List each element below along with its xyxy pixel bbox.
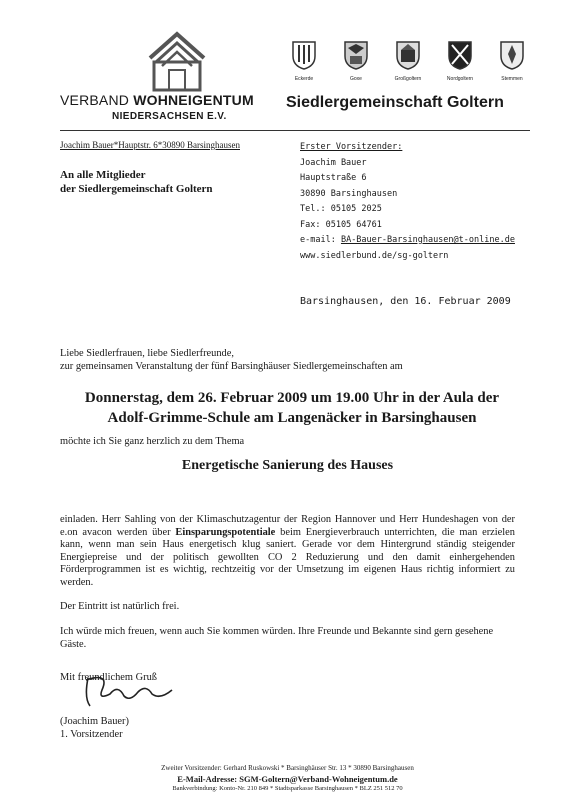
- contact-city: 30890 Barsinghausen: [300, 188, 398, 199]
- crest-label: Großgoltern: [394, 76, 422, 82]
- crest-label: Goxe: [350, 76, 362, 82]
- footer-line: Zweiter Vorsitzender: Gerhard Ruskowski * Barsinghäuser Str. 13 * 30890 Barsinghausen: [161, 764, 414, 772]
- contact-email-row: [300, 233, 515, 249]
- village-crests: [287, 40, 527, 90]
- recipient-line: der Siedlergemeinschaft Goltern: [60, 183, 213, 195]
- contact-block: [300, 140, 515, 264]
- org-name: VERBAND WOHNEIGENTUM: [60, 92, 254, 108]
- closing-paragraph: Ich würde mich freuen, wenn auch Sie kommen würden. Ihre Freunde und Bekannte sind gern gesehene Gäste.: [60, 626, 494, 650]
- invite-line: möchte ich Sie ganz herzlich zu dem Thema: [60, 436, 245, 447]
- contact-web[interactable]: www.siedlerbund.de/sg-goltern: [300, 250, 449, 261]
- crest-eckerde-icon: [291, 40, 317, 70]
- contact-name: Joachim Bauer: [300, 157, 367, 168]
- event-line: Adolf-Grimme-Schule am Langenäcker in Barsinghausen: [107, 410, 477, 426]
- footer-bank: Bankverbindung: Konto-Nr. 210 849 * Stadtsparkasse Barsinghausen * BLZ 251 512 70: [172, 785, 403, 792]
- crest-grossgoltern-icon: [395, 40, 421, 70]
- email-link[interactable]: BA-Bauer-Barsinghausen@t-online.de: [340, 235, 515, 245]
- signature-icon: [80, 670, 180, 710]
- emphasis: Einsparungspotentiale: [175, 526, 276, 538]
- regards: Mit freundlichem Gruß: [60, 672, 157, 683]
- main-paragraph: einladen. Herr Sahling von der Klimaschutzagentur der Region Hannover und Herr Hundeshagen von der e.on avacon werden über Einsparungspotentiale beim Energieverbrauch unterrichten, die man erzielen kann, wenn man sein Haus energetisch klug saniert. Gerade vor dem Hintergrund ständig steigender Energiepreise und der politisch gewollten CO 2 Reduzierung und den damit einhergehenden Förderprogrammen ist es wichtig, rechtzeitig vor der Umsetzung im eigenen Haus richtig informiert zu werden.: [60, 514, 515, 588]
- recipient-block: [60, 168, 213, 196]
- crest-stemmen-icon: [499, 40, 525, 70]
- crest-label: Stemmen: [501, 76, 523, 82]
- greeting: Liebe Siedlerfrauen, liebe Siedlerfreunde,: [60, 348, 234, 359]
- recipient-line: An alle Mitglieder: [60, 169, 146, 181]
- header-divider: [60, 130, 530, 131]
- sender-line: Joachim Bauer*Hauptstr. 6*30890 Barsinghausen: [60, 140, 240, 150]
- org-region: NIEDERSACHSEN E.V.: [112, 111, 227, 122]
- contact-tel: Tel.: 05105 2025: [300, 204, 382, 214]
- event-heading: [72, 388, 512, 428]
- crest-nordgoltern-icon: [447, 40, 473, 70]
- signer-role: 1. Vorsitzender: [60, 729, 123, 740]
- signer-name: (Joachim Bauer): [60, 716, 129, 727]
- crest-label: Eckerde: [294, 76, 314, 82]
- email-label: e-mail:: [300, 235, 341, 245]
- topic-heading: Energetische Sanierung des Hauses: [181, 458, 394, 473]
- crest-label: Nordgoltern: [446, 76, 474, 82]
- house-logo-icon: [142, 28, 212, 92]
- event-line: Donnerstag, dem 26. Februar 2009 um 19.00 Uhr in der Aula der: [84, 390, 500, 406]
- contact-street: Hauptstraße 6: [300, 173, 367, 183]
- entry-note: Der Eintritt ist natürlich frei.: [60, 601, 180, 612]
- crest-goxe-icon: [343, 40, 369, 70]
- contact-heading: Erster Vorsitzender:: [300, 142, 403, 152]
- letterhead-title: Siedlergemeinschaft Goltern: [286, 94, 504, 111]
- intro-line: zur gemeinsamen Veranstaltung der fünf Barsinghäuser Siedlergemeinschaften am: [60, 361, 403, 372]
- date-line: Barsinghausen, den 16. Februar 2009: [300, 296, 511, 307]
- footer-email[interactable]: E-Mail-Adresse: SGM-Goltern@Verband-Wohneigentum.de: [177, 774, 398, 784]
- contact-fax: Fax: 05105 64761: [300, 219, 382, 230]
